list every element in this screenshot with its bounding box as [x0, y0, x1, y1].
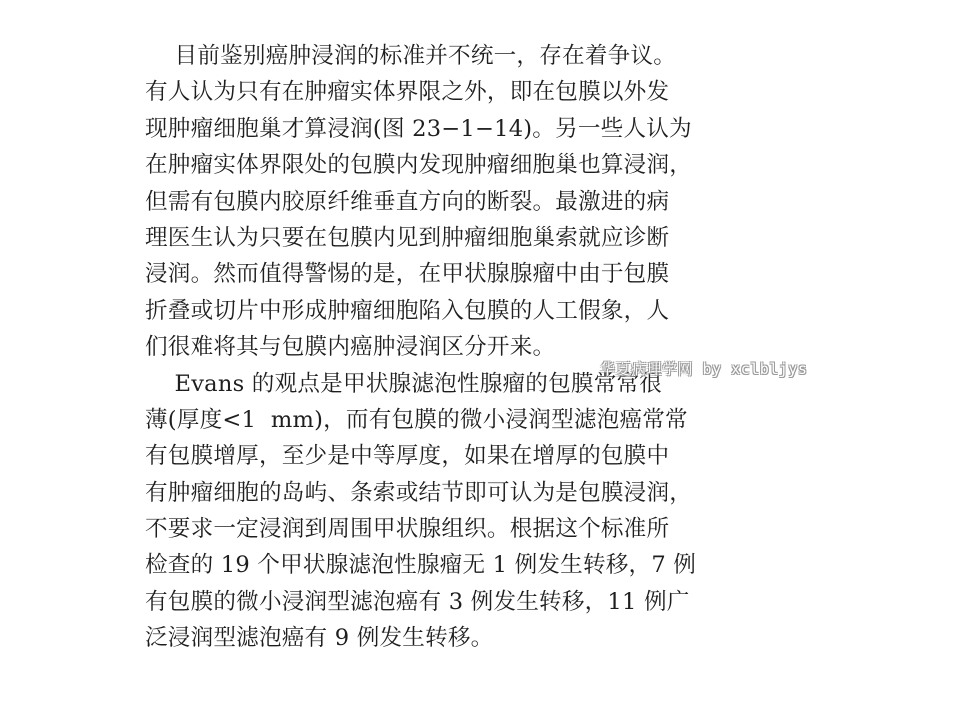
text-line: 薄(厚度<1 mm)，而有包膜的微小浸润型滤泡癌常常: [145, 406, 688, 433]
text-line: 在肿瘤实体界限处的包膜内发现肿瘤细胞巢也算浸润，: [145, 152, 693, 179]
text-line: 现肿瘤细胞巢才算浸润(图 23−1−14)。另一些人认为: [145, 115, 692, 142]
text-line: 浸润。然而值得警惕的是，在甲状腺腺瘤中由于包膜: [145, 261, 670, 288]
text-line: 不要求一定浸润到周围甲状腺组织。根据这个标准所: [145, 516, 670, 543]
document-text: [145, 38, 775, 657]
text-line: Evans 的观点是甲状腺滤泡性腺瘤的包膜常常很: [145, 370, 663, 397]
watermark: 华夏病理学网 by xclbljys: [600, 360, 808, 378]
text-line: 理医生认为只要在包膜内见到肿瘤细胞巢索就应诊断: [145, 224, 670, 251]
text-line: 有包膜的微小浸润型滤泡癌有 3 例发生转移，11 例广: [145, 588, 690, 615]
text-line: 折叠或切片中形成肿瘤细胞陷入包膜的人工假象，人: [145, 297, 670, 324]
text-line: 目前鉴别癌肿浸润的标准并不统一，存在着争议。: [145, 43, 676, 69]
text-line: 有肿瘤细胞的岛屿、条索或结节即可认为是包膜浸润，: [145, 479, 693, 506]
text-line: 有包膜增厚，至少是中等厚度，如果在增厚的包膜中: [145, 443, 670, 470]
text-line: 检查的 19 个甲状腺滤泡性腺瘤无 1 例发生转移，7 例: [145, 552, 697, 579]
text-line: 泛浸润型滤泡癌有 9 例发生转移。: [145, 625, 494, 652]
text-line: 们很难将其与包膜内癌肿浸润区分开来。: [145, 334, 556, 361]
text-line: 有人认为只有在肿瘤实体界限之外，即在包膜以外发: [145, 79, 670, 106]
text-line: 但需有包膜内胶原纤维垂直方向的断裂。最激进的病: [145, 188, 670, 215]
